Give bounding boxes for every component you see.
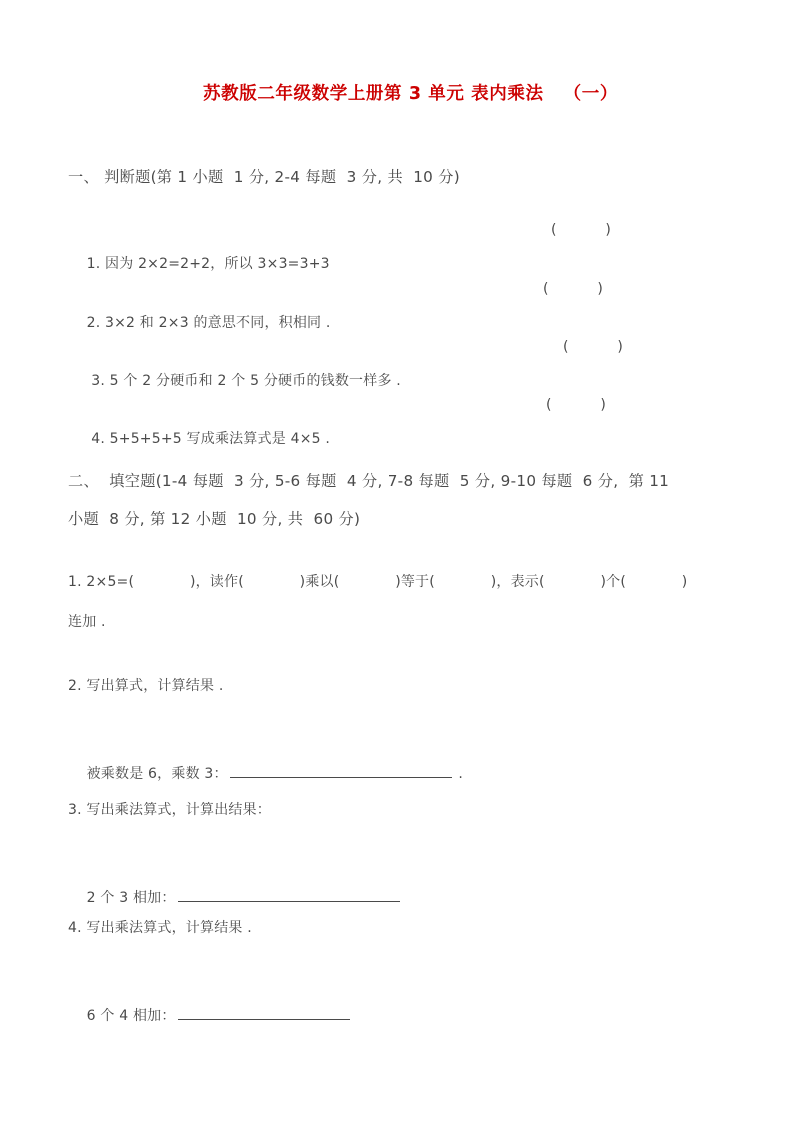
question-judge-1-text: 1. 因为 2×2=2+2，所以 3×3=3+3 — [86, 256, 330, 272]
question-fill-3-prompt: 3. 写出乘法算式，计算出结果： — [68, 802, 272, 818]
answer-bracket-judge-4[interactable]: ( ) — [546, 397, 606, 413]
answer-blank-fill-3[interactable] — [178, 887, 400, 902]
question-judge-4-text: 4. 5+5+5+5 写成乘法算式是 4×5 . — [86, 431, 331, 447]
question-fill-2-prompt: 2. 写出算式，计算结果 . — [68, 678, 224, 694]
section-heading-fill-blank-line1: 二、 填空题(1-4 每题 3 分, 5-6 每题 4 分, 7-8 每题 5 分, 9-10 每题 6 分, 第 11 — [68, 472, 670, 490]
answer-blank-fill-2[interactable] — [230, 763, 452, 778]
question-fill-2-answer-prefix: 被乘数是 6，乘数 3： — [86, 766, 228, 782]
answer-bracket-judge-3[interactable]: ( ) — [563, 339, 623, 355]
question-fill-1-line1[interactable]: 1. 2×5=( )，读作( )乘以( )等于( )，表示( )个( ) — [68, 574, 688, 590]
question-fill-3-answer-prefix: 2 个 3 相加： — [86, 890, 176, 906]
answer-blank-fill-4[interactable] — [178, 1005, 350, 1020]
question-fill-4-answer-prefix: 6 个 4 相加： — [86, 1008, 176, 1024]
answer-bracket-judge-1[interactable]: ( ) — [551, 222, 611, 238]
question-fill-2-answer-suffix: . — [453, 766, 464, 782]
question-fill-1-line2: 连加 . — [68, 614, 106, 630]
question-judge-3-text: 3. 5 个 2 分硬币和 2 个 5 分硬币的钱数一样多 . — [86, 373, 401, 389]
answer-bracket-judge-2[interactable]: ( ) — [543, 281, 603, 297]
question-judge-2-text: 2. 3×2 和 2×3 的意思不同，积相同 . — [86, 315, 331, 331]
question-fill-4-prompt: 4. 写出乘法算式，计算结果 . — [68, 920, 252, 936]
question-fill-4-answer — [68, 971, 728, 1061]
section-heading-judgement: 一、 判断题(第 1 小题 1 分, 2-4 每题 3 分, 共 10 分) — [68, 168, 460, 186]
page-title: 苏教版二年级数学上册第 3 单元 表内乘法 （一） — [203, 84, 618, 104]
section-heading-fill-blank-line2: 小题 8 分, 第 12 小题 10 分, 共 60 分) — [68, 510, 361, 528]
